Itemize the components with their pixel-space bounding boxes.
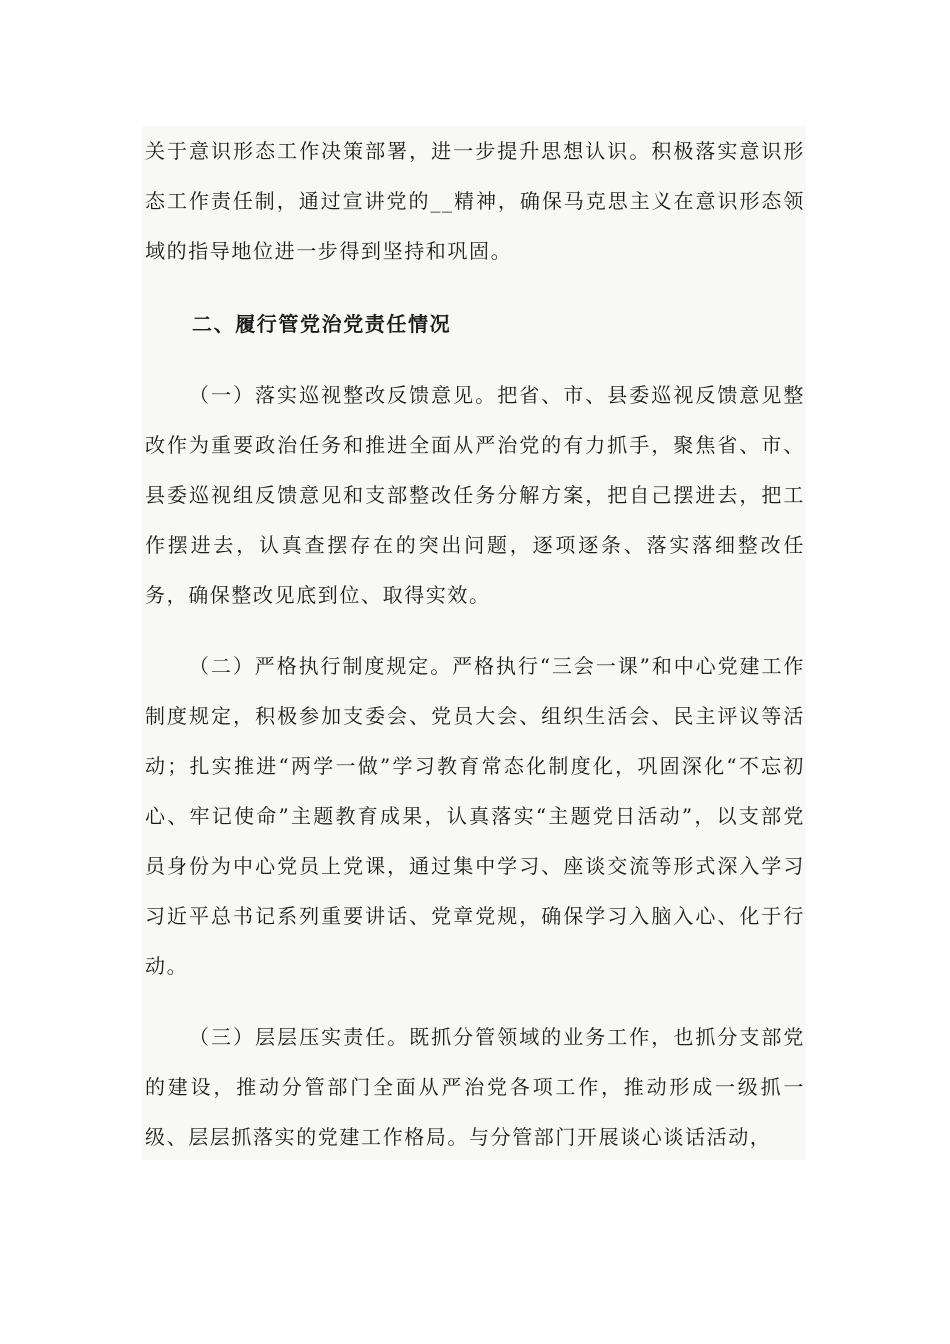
section-heading: 二、履行管党治党责任情况	[192, 312, 452, 336]
paragraph-system-regulations: （二）严格执行制度规定。严格执行“三会一课”和中心党建工作制度规定，积极参加支委会、党员大会、组织生活会、民主评议等活动；扎实推进“两学一做”学习教育常态化制度化，巩固深化“不忘初心、牢记使命”主题教育成果，认真落实“主题党日活动”，以支部党员身份为中心党员上党课，通过集中学习、座谈交流等形式深入学习习近平总书记系列重要讲话、党章党规，确保学习入脑入心、化于行动。	[145, 654, 805, 978]
intro-paragraph: 关于意识形态工作决策部署，进一步提升思想认识。积极落实意识形态工作责任制，通过宣讲党的__精神，确保马克思主义在意识形态领域的指导地位进一步得到坚持和巩固。	[145, 139, 805, 263]
paragraph-inspection-rectification: （一）落实巡视整改反馈意见。把省、市、县委巡视反馈意见整改作为重要政治任务和推进全面从严治党的有力抓手，聚焦省、市、县委巡视组反馈意见和支部整改任务分解方案，把自己摆进去，把工作摆进去，认真查摆存在的突出问题，逐项逐条、落实落细整改任务，确保整改见底到位、取得实效。	[145, 383, 805, 607]
paragraph-responsibility: （三）层层压实责任。既抓分管领域的业务工作，也抓分支部党的建设，推动分管部门全面从严治党各项工作，推动形成一级抓一级、层层抓落实的党建工作格局。与分管部门开展谈心谈话活动，	[145, 1025, 805, 1149]
